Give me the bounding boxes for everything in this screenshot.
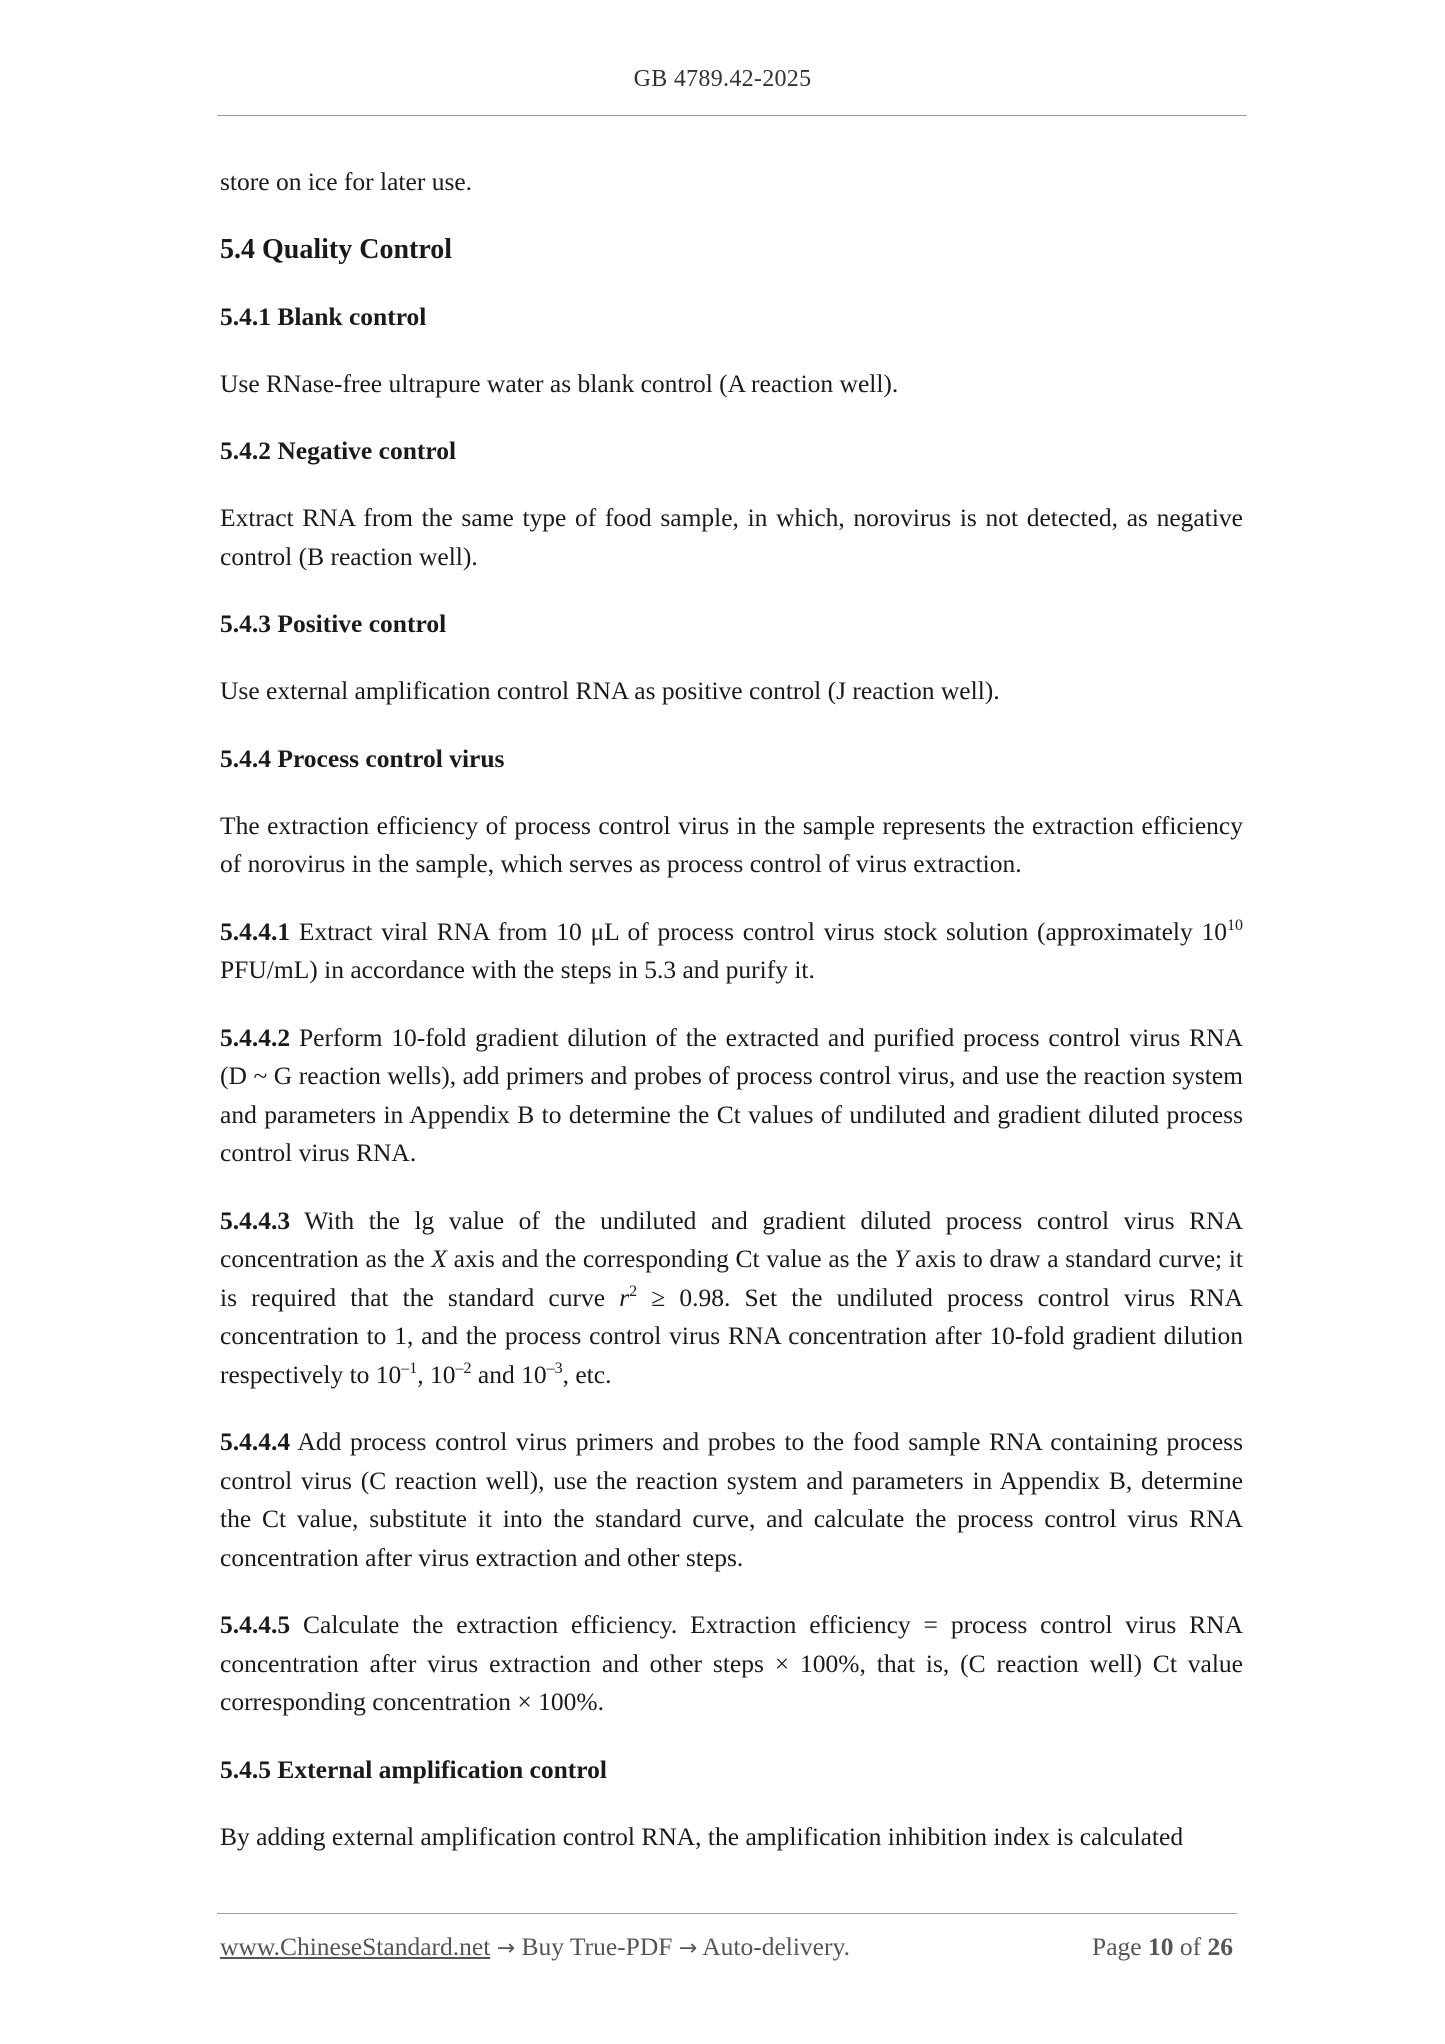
superscript: –2: [455, 1359, 472, 1377]
clause-5-4-4-3: [220, 1202, 1243, 1395]
arrow-right-icon: →: [678, 1936, 698, 1961]
clause-5-4-4-4: [220, 1423, 1243, 1577]
superscript: –1: [401, 1359, 418, 1377]
lead-line: store on ice for later use.: [220, 167, 473, 196]
y-axis-symbol: Y: [894, 1244, 909, 1273]
r-symbol: r: [619, 1282, 630, 1312]
section-5-4-2-text: Extract RNA from the same type of food sample, in which, norovirus is not detected, as negative control (B reaction well).: [220, 503, 1243, 571]
clause-text: Calculate the extraction efficiency. Extraction efficiency = process control virus RNA concentration after virus extraction and other steps × 100%, that is, (C reaction well) Ct value corresponding concentration × 100%.: [220, 1610, 1244, 1716]
arrow-right-icon: →: [496, 1936, 516, 1961]
clause-text: , etc.: [562, 1359, 612, 1389]
section-5-4-3-text: Use external amplification control RNA as positive control (J reaction well).: [220, 676, 1000, 705]
x-axis-symbol: X: [431, 1244, 447, 1273]
section-5-4-3-heading: 5.4.3 Positive control: [220, 609, 447, 638]
current-page: 10: [1148, 1932, 1174, 1961]
section-5-4-5-text: By adding external amplification control RNA, the amplification inhibition index is calculated: [220, 1821, 1184, 1851]
clause-text: With the lg value of the undiluted and gradient diluted process control virus RNA concentration as the: [220, 1205, 1243, 1273]
header-divider: [217, 115, 1247, 116]
clause-number: 5.4.4.1: [220, 916, 291, 946]
clause-text: , 10: [417, 1359, 456, 1389]
buy-text: Buy True-PDF: [521, 1932, 673, 1961]
section-5-4-1-heading: 5.4.1 Blank control: [220, 301, 427, 331]
section-5-4-heading: 5.4 Quality Control: [220, 233, 453, 265]
footer-divider: [217, 1913, 1237, 1914]
section-5-4-4-heading: 5.4.4 Process control virus: [220, 743, 505, 773]
clause-text: Add process control virus primers and probes to the food sample RNA containing process control virus (C reaction well), use the reaction system and parameters in Appendix B, determine the Ct value, substitute it into the standard curve, and calculate the process control virus RNA concentration after virus extraction and other steps.: [220, 1427, 1244, 1572]
clause-text: ≥ 0.98. Set the undiluted process control virus RNA concentration to 1, and the process control virus RNA concentration after 10-fold gradient dilution respectively to 10: [220, 1282, 1243, 1389]
total-pages: 26: [1207, 1932, 1233, 1961]
clause-text: Extract viral RNA from 10 μL of process control virus stock solution (approximately 10: [298, 916, 1227, 946]
clause-number: 5.4.4.5: [220, 1610, 291, 1639]
clause-5-4-4-1: [220, 913, 1243, 990]
clause-text: axis and the corresponding Ct value as the: [446, 1244, 895, 1273]
of-label: of: [1179, 1932, 1202, 1961]
clause-5-4-4-5: [220, 1606, 1243, 1722]
section-5-4-1-text: Use RNase-free ultrapure water as blank control (A reaction well).: [220, 368, 899, 398]
clause-5-4-4-2: [220, 1019, 1243, 1173]
clause-text: Perform 10-fold gradient dilution of the extracted and purified process control virus RNA (D ~ G reaction wells), add primers and probes of process control virus, and use the reaction system and parameters in Appendix B to determine the Ct values of undiluted and gradient diluted process control virus RNA.: [220, 1022, 1243, 1167]
section-5-4-4-text: The extraction efficiency of process control virus in the sample represents the extraction efficiency of norovirus in the sample, which serves as process control of virus extraction.: [220, 810, 1243, 878]
site-link[interactable]: www.ChineseStandard.net: [220, 1932, 491, 1961]
superscript: –3: [546, 1359, 563, 1377]
superscript: 2: [629, 1282, 638, 1300]
page-indicator: [1092, 1932, 1233, 1962]
delivery-text: Auto-delivery.: [702, 1932, 850, 1961]
clause-number: 5.4.4.2: [220, 1022, 291, 1052]
footer-promo: [220, 1932, 850, 1962]
clause-number: 5.4.4.4: [220, 1427, 291, 1456]
clause-text: PFU/mL) in accordance with the steps in 5.3 and purify it.: [220, 955, 815, 984]
clause-number: 5.4.4.3: [220, 1205, 291, 1235]
clause-text: axis to draw a standard curve; it is required that the standard curve: [220, 1244, 1243, 1312]
section-5-4-5-heading: 5.4.5 External amplification control: [220, 1754, 607, 1784]
superscript: 10: [1227, 916, 1243, 934]
clause-text: and 10: [471, 1359, 547, 1389]
standard-code-header: GB 4789.42-2025: [633, 66, 812, 92]
section-5-4-2-heading: 5.4.2 Negative control: [220, 436, 457, 465]
page-label: Page: [1092, 1932, 1142, 1961]
document-body: [220, 163, 1243, 1885]
